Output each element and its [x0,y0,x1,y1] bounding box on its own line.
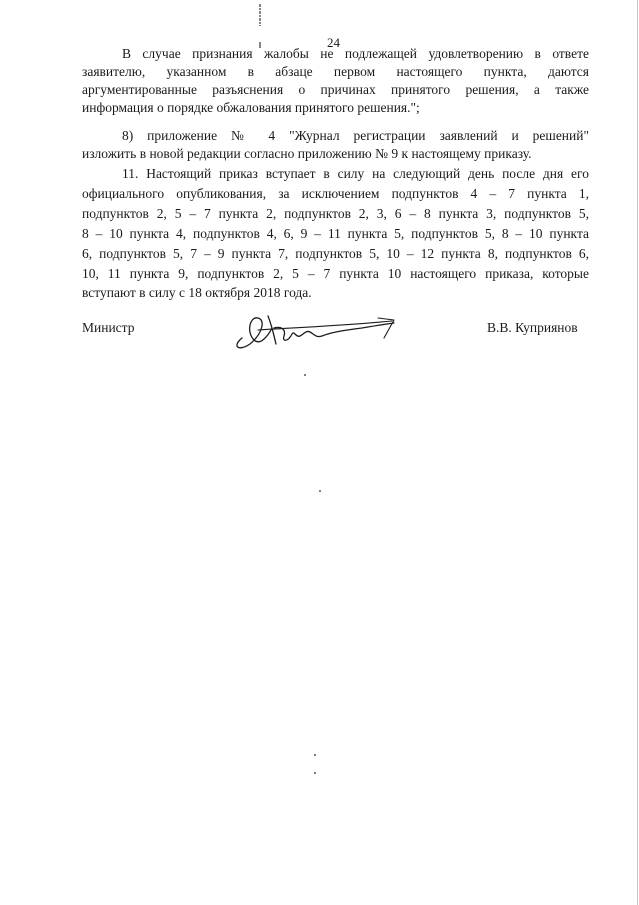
scan-speck [314,772,316,774]
text-line: заявителю, указанном в абзаце первом настоящего пункта, даются [82,64,589,79]
text-line: вступают в силу с 18 октября 2018 года. [82,285,312,301]
text-line: В случае признания жалобы не подлежащей удовлетворению в ответе [122,46,589,61]
text-line: официального опубликования, за исключением подпунктов 4 – 7 пункта 1, [82,185,589,201]
scan-edge-line [637,0,638,905]
scan-speck [314,754,316,756]
paragraph-complaint-rejection [82,45,589,117]
binding-mark [259,4,261,50]
page-number: 24 [327,35,340,50]
paragraph-appendix-4 [82,127,589,163]
scan-speck [304,374,306,376]
text-line: 6, подпунктов 5, 7 – 9 пункта 7, подпунктов 5, 10 – 12 пункта 8, подпунктов 6, [82,245,589,261]
signatory-title: Министр [82,320,135,335]
scan-speck [319,490,321,492]
text-line: подпунктов 2, 5 – 7 пункта 2, подпунктов 2, 3, 6 – 8 пункта 3, подпунктов 5, [82,205,589,221]
text-line: аргументированные разъяснения о причинах принятого решения, а также [82,82,589,97]
text-line: 8 – 10 пункта 4, подпунктов 4, 6, 9 – 11 пункта 5, подпунктов 5, 8 – 10 пункта [82,225,589,241]
handwritten-signature [228,308,398,352]
paragraph-effective-date [82,164,589,303]
text-line: изложить в новой редакции согласно приложению № 9 к настоящему приказу. [82,146,532,161]
signatory-name: В.В. Куприянов [487,320,578,335]
text-line: информация о порядке обжалования принятого решения."; [82,100,420,115]
text-line: 10, 11 пункта 9, подпунктов 2, 5 – 7 пункта 10 настоящего приказа, которые [82,265,589,281]
text-line: 8) приложение № 4 "Журнал регистрации заявлений и решений" [122,128,589,143]
text-line: 11. Настоящий приказ вступает в силу на следующий день после дня его [122,166,589,181]
